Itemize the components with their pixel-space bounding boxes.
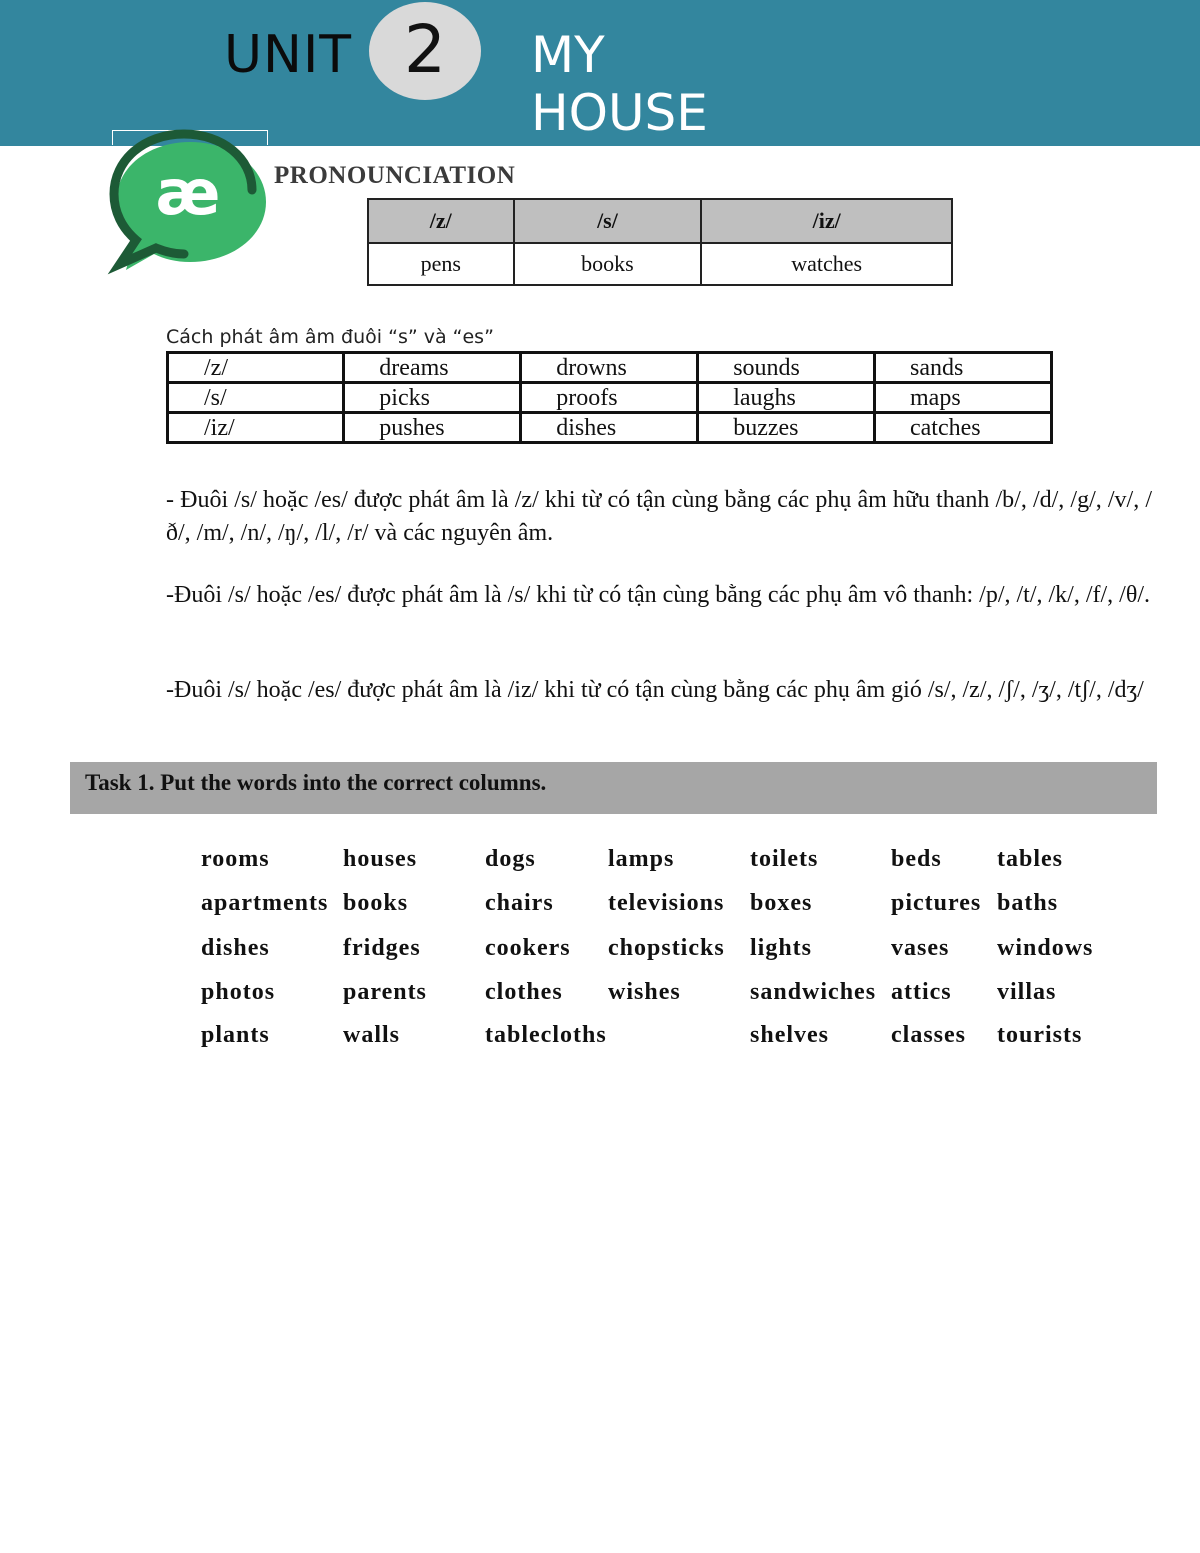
word-item: tables	[997, 846, 1063, 872]
speech-bubble-icon	[108, 128, 272, 274]
header-cell: /s/	[514, 199, 702, 243]
word-cell: dishes	[521, 413, 698, 443]
unit-number-badge: 2	[369, 2, 481, 100]
word-item: houses	[343, 846, 418, 872]
unit-title: MY HOUSE	[531, 26, 708, 142]
table-row	[168, 353, 1052, 383]
word-item: televisions	[608, 890, 725, 916]
word-cell: drowns	[521, 353, 698, 383]
word-item: photos	[201, 979, 276, 1005]
word-cell: picks	[344, 383, 521, 413]
word-item: plants	[201, 1022, 270, 1048]
word-item: shelves	[750, 1022, 829, 1048]
endings-table	[166, 351, 1053, 444]
word-item: lights	[750, 935, 813, 961]
table-row	[168, 413, 1052, 443]
sound-cell: /z/	[168, 353, 344, 383]
word-cell: sands	[875, 353, 1052, 383]
word-cell: laughs	[698, 383, 875, 413]
ae-glyph: æ	[155, 156, 221, 229]
endings-caption: Cách phát âm âm đuôi “s” và “es”	[166, 326, 494, 348]
word-item: apartments	[201, 890, 329, 916]
word-item: vases	[891, 935, 950, 961]
word-item: chopsticks	[608, 935, 725, 961]
word-cell: catches	[875, 413, 1052, 443]
example-table-row	[368, 243, 952, 285]
word-item: baths	[997, 890, 1059, 916]
rule-sibilant: -Đuôi /s/ hoặc /es/ được phát âm là /iz/ khi từ có tận cùng bằng các phụ âm gió /s/, /z/, /ʃ/, /ʒ/, /tʃ/, /dʒ/	[166, 677, 1144, 703]
word-cell: maps	[875, 383, 1052, 413]
word-item: walls	[343, 1022, 401, 1048]
word-item: pictures	[891, 890, 982, 916]
word-item: villas	[997, 979, 1057, 1005]
rule-voiced: - Đuôi /s/ hoặc /es/ được phát âm là /z/ khi từ có tận cùng bằng các phụ âm hữu thanh /b/, /d/, /g/, /v/, /ð/, /m/, /n/, /ŋ/, /l/, /r/ và các nguyên âm.	[166, 487, 1152, 546]
word-item: classes	[891, 1022, 966, 1048]
word-cell: dreams	[344, 353, 521, 383]
header-cell: /iz/	[701, 199, 952, 243]
word-item: parents	[343, 979, 427, 1005]
example-cell: pens	[368, 243, 514, 285]
section-title: PRONOUNCIATION	[274, 162, 516, 189]
word-cell: proofs	[521, 383, 698, 413]
word-item: boxes	[750, 890, 813, 916]
task-title: Task 1. Put the words into the correct columns.	[85, 770, 547, 795]
word-item: beds	[891, 846, 942, 872]
word-cell: sounds	[698, 353, 875, 383]
word-item: fridges	[343, 935, 421, 961]
example-table-header	[368, 199, 952, 243]
sound-cell: /s/	[168, 383, 344, 413]
unit-label: UNIT	[224, 25, 353, 85]
example-cell: books	[514, 243, 702, 285]
word-item: tourists	[997, 1022, 1083, 1048]
example-table	[367, 198, 953, 286]
word-item: attics	[891, 979, 952, 1005]
word-item: windows	[997, 935, 1094, 961]
word-item: cookers	[485, 935, 571, 961]
word-cell: pushes	[344, 413, 521, 443]
word-item: dogs	[485, 846, 536, 872]
word-item: wishes	[608, 979, 681, 1005]
word-item: chairs	[485, 890, 554, 916]
word-item: tablecloths	[485, 1022, 607, 1048]
example-cell: watches	[701, 243, 952, 285]
sound-cell: /iz/	[168, 413, 344, 443]
word-item: clothes	[485, 979, 563, 1005]
header-cell: /z/	[368, 199, 514, 243]
word-item: dishes	[201, 935, 270, 961]
unit-title-clip	[531, 26, 831, 142]
word-cell: buzzes	[698, 413, 875, 443]
word-item: toilets	[750, 846, 819, 872]
word-item: books	[343, 890, 409, 916]
task-header	[70, 762, 1157, 814]
rule-voiceless: -Đuôi /s/ hoặc /es/ được phát âm là /s/ khi từ có tận cùng bằng các phụ âm vô thanh: /p/, /t/, /k/, /f/, /θ/.	[166, 582, 1151, 608]
word-item: sandwiches	[750, 979, 877, 1005]
table-row	[168, 383, 1052, 413]
word-item: lamps	[608, 846, 675, 872]
word-item: rooms	[201, 846, 270, 872]
